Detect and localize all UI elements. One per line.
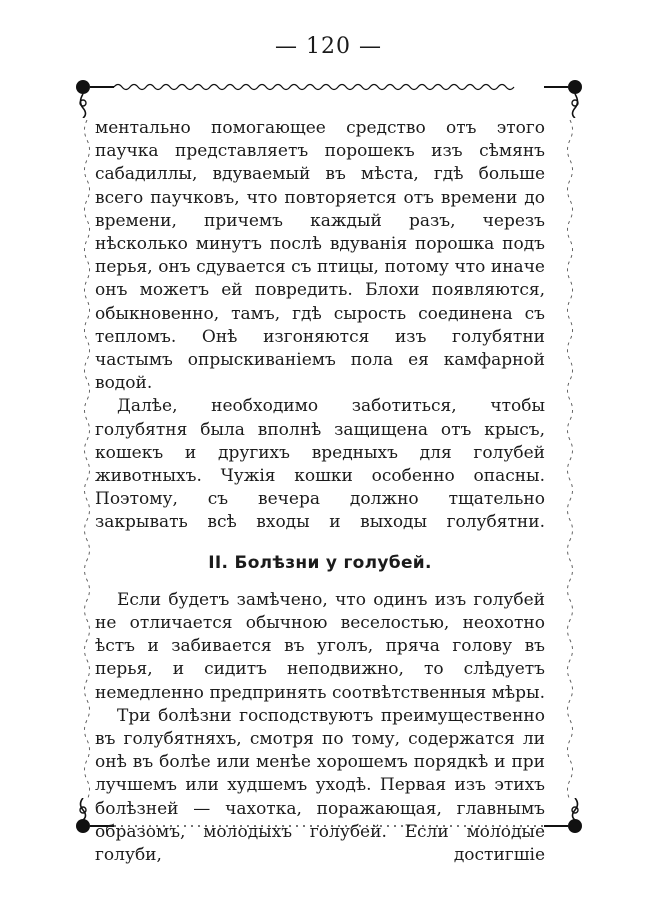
paragraph-pests: Далѣе, необходимо заботиться, чтобы голубятня была вполнѣ защищена отъ крысъ, кошекъ и другихъ вредныхъ для голубей животныхъ. Чужія кошки особенно опасны. Поэтому, съ вечера должно тщательно закрывать всѣ входы и выходы голубятни. [95,396,545,533]
page-number: — 120 — [275,34,382,59]
paragraph-diseases: Три болѣзни господствуютъ преимущественно въ голубятняхъ, смотря по тому, содержатся ли онѣ въ болѣе или менѣе хорошемъ порядкѣ и при лучшемъ или худшемъ уходѣ. Первая изъ этихъ болѣзней — чахотка, поражающая, главнымъ образомъ, молодыхъ голубей. Если молодые голуби, достигшіе [95,705,545,866]
paragraph-symptoms: Если будетъ замѣчено, что одинъ изъ голубей не отличается обычною веселостью, неохотно ѣстъ и забивается въ уголъ, пряча голову въ перья, и сидитъ неподвижно, то слѣдуетъ немедленно предпринять соотвѣтственныя мѣры. [95,589,545,703]
top-ornament-border [74,76,584,118]
right-ornament-border [563,120,577,800]
paragraph-continued: ментально помогающее средство отъ этого паучка представляетъ порошекъ изъ сѣмянъ сабадиллы, вдуваемый въ мѣста, гдѣ больше всего паучковъ, что повторяется отъ времени до времени, причемъ каждый разъ, черезъ нѣсколько минутъ послѣ вдуванія порошка подъ перья, онъ сдувается съ птицы, потому что иначе онъ можетъ ей повредить. Блохи появляются, обыкновенно, тамъ, гдѣ сырость соединена съ тепломъ. Онѣ изгоняются изъ голубятни частымъ опрыскиваніемъ пола ея камфарной водой. [95,118,545,394]
left-ornament-border [80,120,94,800]
page-text [95,117,545,867]
section-heading: II. Болѣзни у голубей. [208,552,432,573]
